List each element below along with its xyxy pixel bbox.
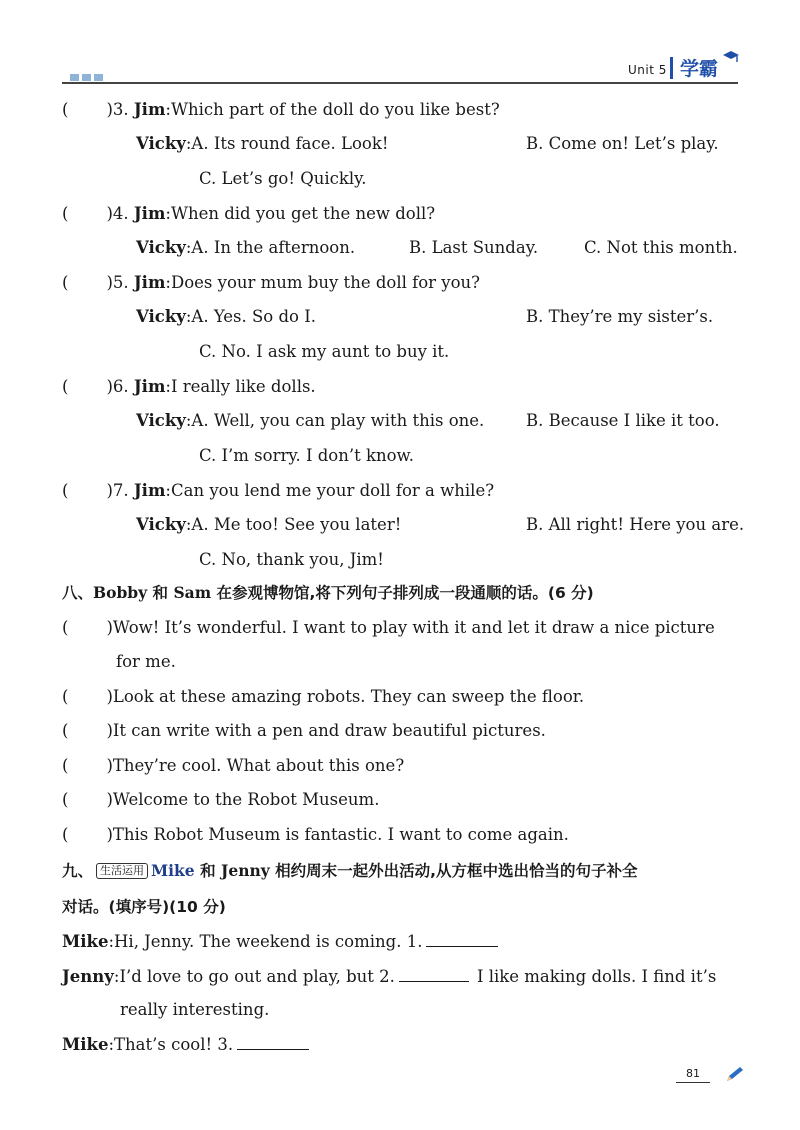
section8-title: 八、Bobby 和 Sam 在参观博物馆,将下列句子排列成一段通顺的话。(6 分) — [62, 583, 594, 602]
order-line-0: ( )Wow! It’s wonderful. I want to play with it and let it draw a nice picture — [62, 618, 715, 637]
question-text: When did you get the new doll? — [170, 204, 436, 223]
question-text: Which part of the doll do you like best? — [170, 100, 500, 119]
option-b: B. Because I like it too. — [526, 411, 720, 430]
option-b: B. Come on! Let’s play. — [526, 134, 719, 153]
option-a: A. Yes. So do I. — [191, 307, 316, 326]
answer-blank-2[interactable] — [399, 965, 469, 982]
life-application-tag: 生活运用 — [96, 863, 148, 879]
option-c: C. Let’s go! Quickly. — [199, 169, 367, 188]
speaker-mike: Mike — [62, 932, 109, 951]
question-3: ( )3. Jim:Which part of the doll do you like best? — [62, 100, 500, 119]
unit-label: Unit 5 — [628, 63, 667, 77]
options-ab-6: Vicky:A. Well, you can play with this one. B. Because I like it too. — [136, 411, 720, 430]
section9-title: 九、 生活运用 Mike 和 Jenny 相约周末一起外出活动,从方框中选出恰当的句子补全 — [62, 861, 638, 880]
option-a: A. Me too! See you later! — [191, 515, 402, 534]
option-c-row-7 — [199, 549, 384, 571]
answer-paren[interactable]: ( — [62, 481, 69, 500]
speaker-jim: Jim — [133, 377, 166, 396]
option-c: C. No, thank you, Jim! — [199, 550, 384, 569]
question-text: Does your mum buy the doll for you? — [170, 273, 481, 292]
options-ab-7: Vicky:A. Me too! See you later! B. All right! Here you are. — [136, 515, 745, 534]
option-c-row-3 — [199, 168, 367, 190]
answer-paren[interactable]: ( — [62, 204, 69, 223]
question-4: ( )4. Jim:When did you get the new doll? — [62, 204, 436, 223]
brand-logo: 学霸 — [680, 58, 719, 80]
option-c-row-5 — [199, 341, 449, 363]
speaker-vicky: Vicky — [136, 238, 186, 257]
name-bobby: Bobby — [93, 583, 148, 602]
answer-paren[interactable]: ( — [62, 100, 69, 119]
option-b: B. All right! Here you are. — [526, 515, 745, 534]
option-b: B. They’re my sister’s. — [526, 307, 714, 326]
speaker-mike-2: Mike — [62, 1035, 109, 1054]
order-line-2: ( )Look at these amazing robots. They can sweep the floor. — [62, 687, 585, 706]
answer-paren[interactable]: ( — [62, 687, 69, 706]
option-c: C. I’m sorry. I don’t know. — [199, 446, 414, 465]
option-c: C. No. I ask my aunt to buy it. — [199, 342, 450, 361]
brand-bar — [670, 57, 673, 79]
answer-paren[interactable]: ( — [62, 273, 69, 292]
speaker-jim: Jim — [133, 204, 166, 223]
answer-paren[interactable]: ( — [62, 790, 69, 809]
speaker-vicky: Vicky — [136, 515, 186, 534]
order-line-6: ( )This Robot Museum is fantastic. I want to come again. — [62, 825, 569, 844]
header-rule — [62, 82, 738, 84]
name-sam: Sam — [173, 583, 212, 602]
answer-paren[interactable]: ( — [62, 377, 69, 396]
order-line-4: ( )They’re cool. What about this one? — [62, 756, 405, 775]
dialog-line-1: Mike:Hi, Jenny. The weekend is coming. 1. — [62, 930, 498, 953]
dialog-line-2: Jenny:I’d love to go out and play, but 2. I like making dolls. I find it’s — [62, 967, 717, 986]
dialog-line-3: really interesting. — [120, 1000, 270, 1019]
speaker-jim: Jim — [133, 481, 166, 500]
speaker-jim: Jim — [133, 273, 166, 292]
answer-paren[interactable]: ( — [62, 721, 69, 740]
question-text: I really like dolls. — [170, 377, 316, 396]
options-ab-5: Vicky:A. Yes. So do I. B. They’re my sister’s. — [136, 307, 714, 326]
options-ab-4: Vicky:A. In the afternoon. B. Last Sunday. C. Not this month. — [136, 238, 738, 257]
option-a: A. Well, you can play with this one. — [191, 411, 485, 430]
option-c-row-6 — [199, 445, 414, 467]
answer-paren[interactable]: ( — [62, 756, 69, 775]
answer-paren[interactable]: ( — [62, 618, 69, 637]
answer-paren[interactable]: ( — [62, 825, 69, 844]
speaker-jim: Jim — [133, 100, 166, 119]
speaker-vicky: Vicky — [136, 134, 186, 153]
question-5: ( )5. Jim:Does your mum buy the doll for you? — [62, 273, 481, 292]
option-b: B. Last Sunday. — [409, 238, 539, 257]
dialog-line-4: Mike:That’s cool! 3. — [62, 1033, 309, 1056]
question-text: Can you lend me your doll for a while? — [170, 481, 495, 500]
question-6: ( )6. Jim:I really like dolls. — [62, 377, 316, 396]
answer-blank-3[interactable] — [237, 1033, 309, 1050]
option-a: A. Its round face. Look! — [191, 134, 389, 153]
answer-blank-1[interactable] — [426, 930, 498, 947]
order-line-3: ( )It can write with a pen and draw beautiful pictures. — [62, 721, 546, 740]
speaker-vicky: Vicky — [136, 307, 186, 326]
order-line-1: for me. — [116, 652, 176, 671]
speaker-vicky: Vicky — [136, 411, 186, 430]
options-ab-3: Vicky:A. Its round face. Look! B. Come on! Let’s play. — [136, 134, 719, 153]
page-number: 81 — [686, 1067, 700, 1080]
order-line-5: ( )Welcome to the Robot Museum. — [62, 790, 380, 809]
option-a: A. In the afternoon. — [191, 238, 356, 257]
option-c: C. Not this month. — [584, 238, 738, 257]
question-7: ( )7. Jim:Can you lend me your doll for a while? — [62, 481, 495, 500]
page-number-rule — [676, 1082, 710, 1083]
section9-title-line2: 对话。(填序号)(10 分) — [62, 898, 226, 916]
pencil-icon — [724, 1065, 746, 1083]
speaker-jenny: Jenny — [62, 967, 114, 986]
graduation-cap-icon — [722, 50, 740, 64]
